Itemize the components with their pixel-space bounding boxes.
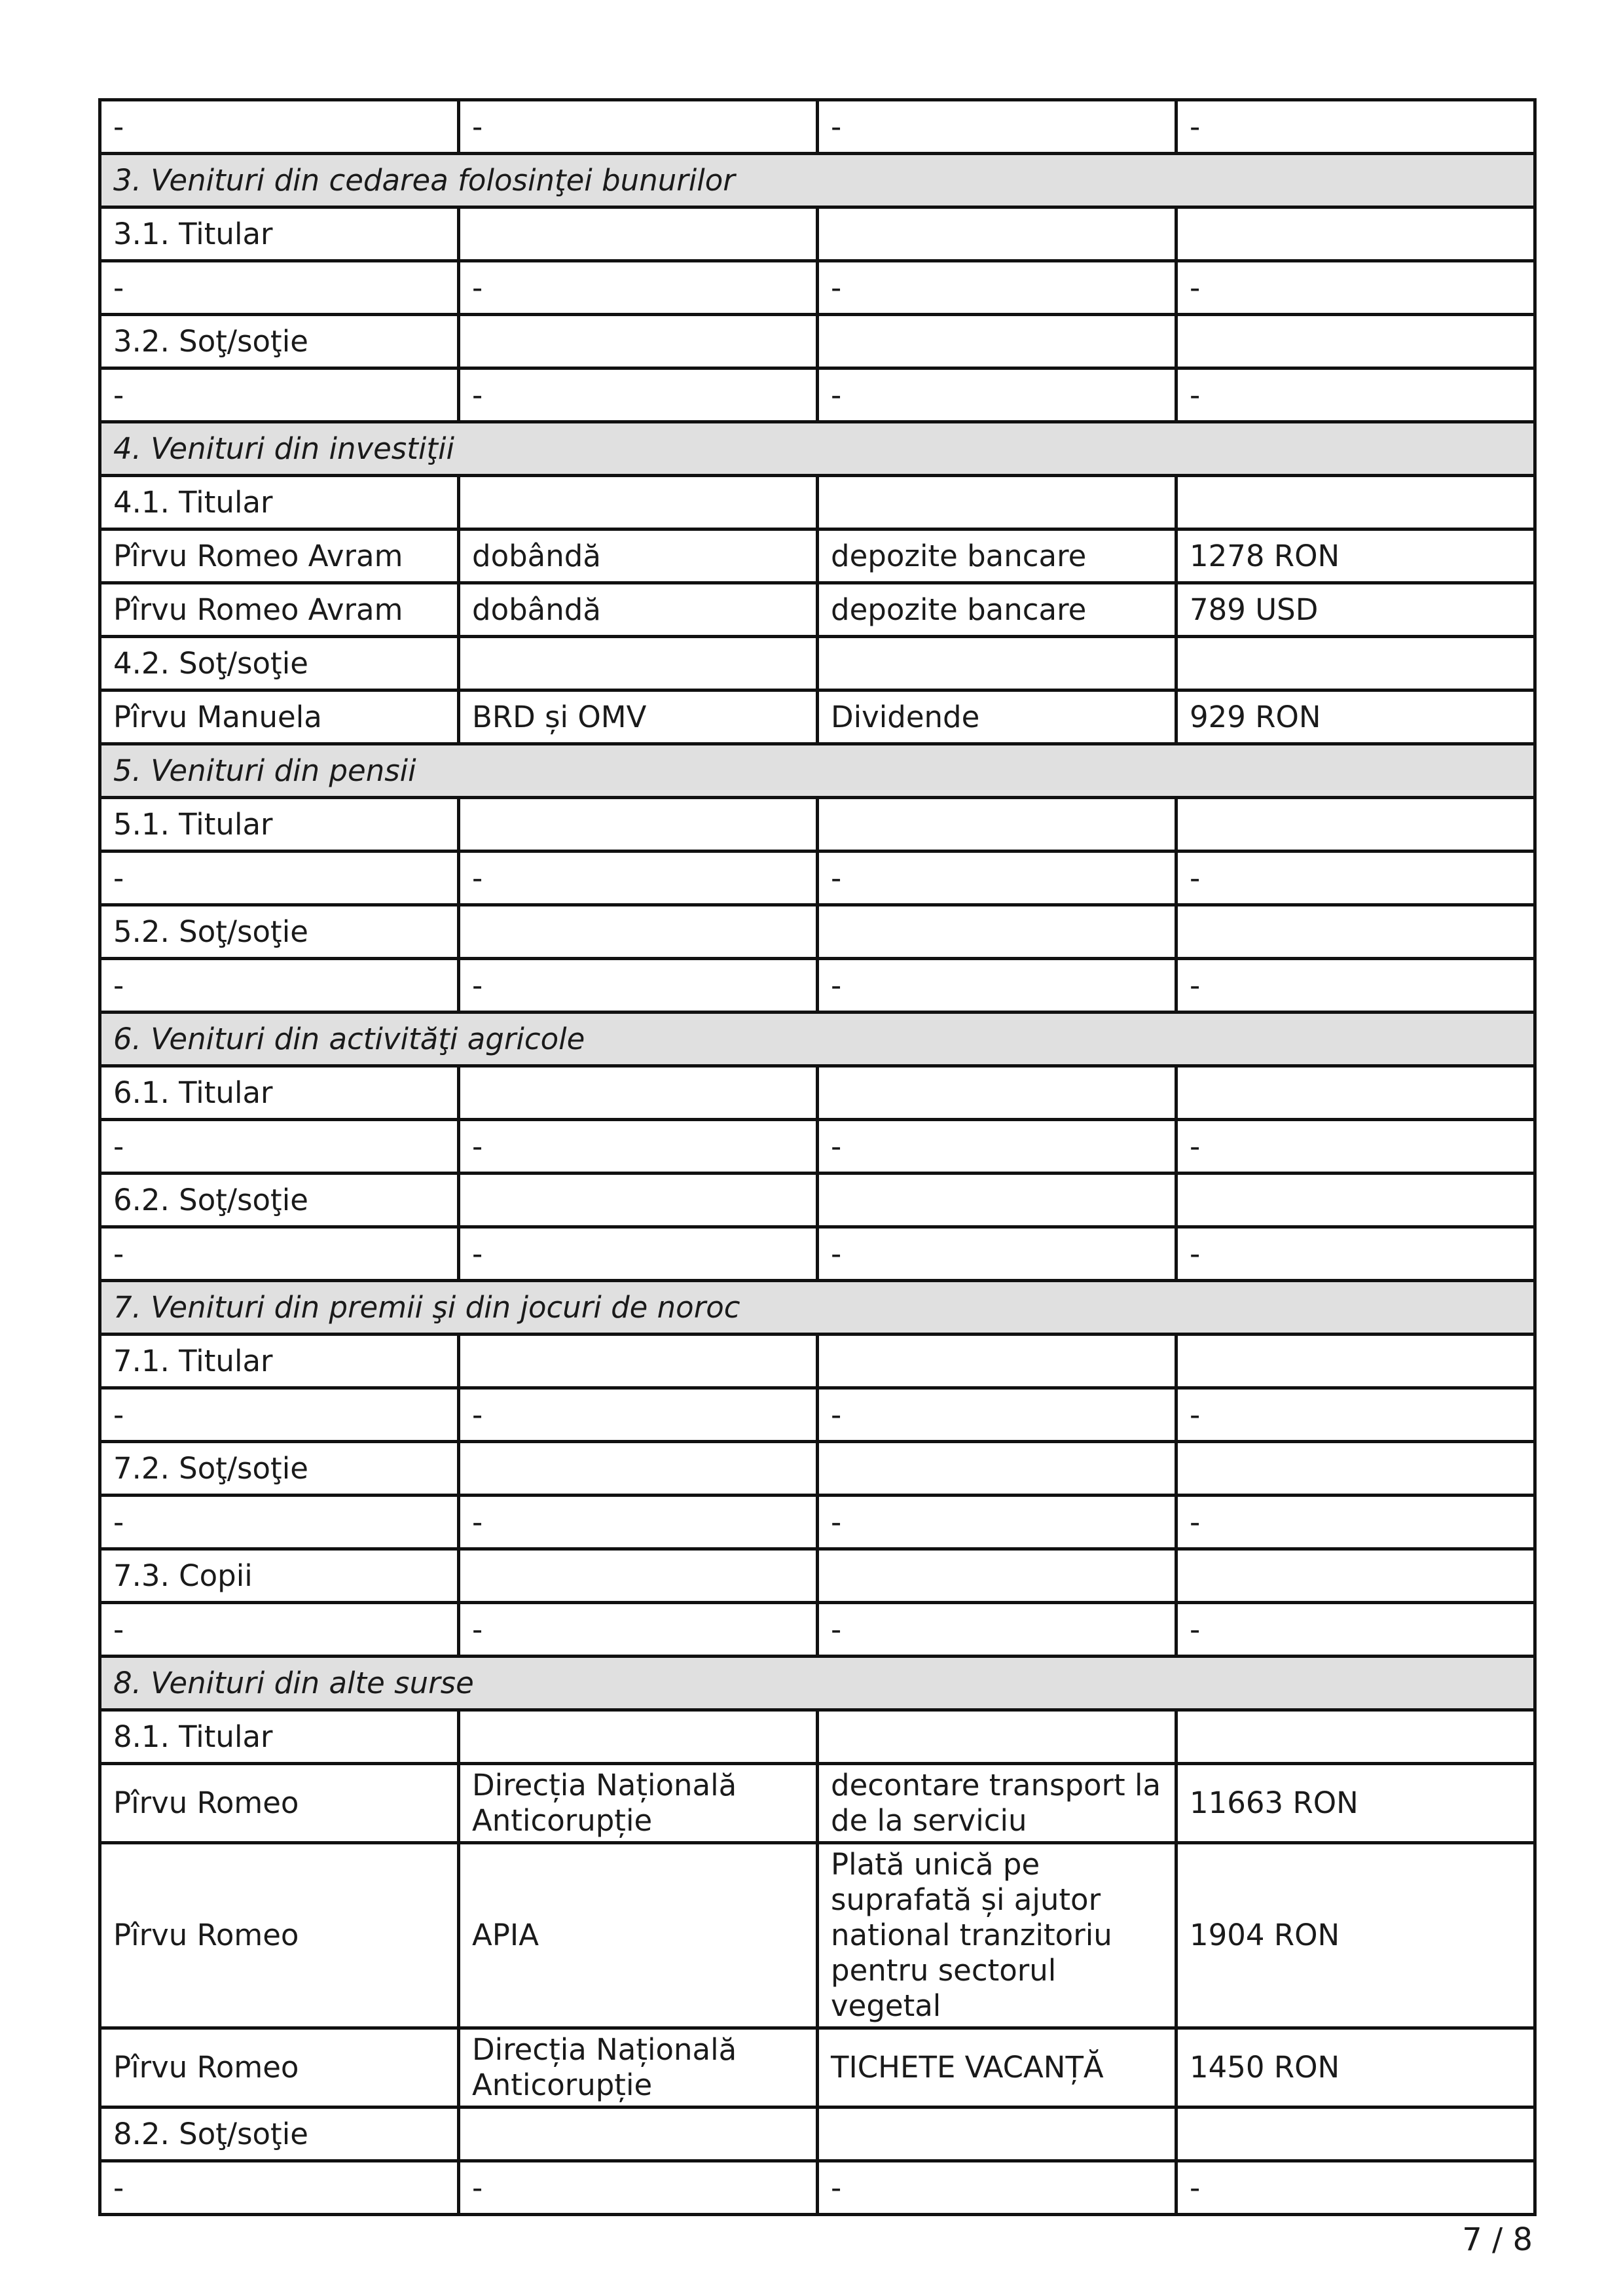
table-cell (818, 1442, 1176, 1496)
table-cell: 6.1. Titular (100, 1066, 459, 1120)
table-cell: TICHETE VACANȚĂ (818, 2028, 1176, 2108)
table-cell: depozite bancare (818, 529, 1176, 583)
table-cell: 11663 RON (1176, 1764, 1535, 1843)
table-cell: - (818, 2161, 1176, 2215)
table-row (100, 1227, 1535, 1281)
table-cell (1176, 476, 1535, 529)
table-cell: - (100, 1227, 459, 1281)
table-cell: BRD și OMV (459, 691, 818, 744)
section-header-row (100, 1281, 1535, 1335)
section-header-row (100, 744, 1535, 798)
table-cell (818, 207, 1176, 261)
table-cell: 5.1. Titular (100, 798, 459, 852)
table-row (100, 1764, 1535, 1843)
table-cell: 929 RON (1176, 691, 1535, 744)
table-cell: Pîrvu Romeo (100, 1764, 459, 1843)
table-cell: - (1176, 1603, 1535, 1657)
table-cell: - (1176, 1227, 1535, 1281)
table-cell (818, 476, 1176, 529)
table-cell: - (1176, 100, 1535, 154)
table-cell: - (100, 852, 459, 905)
section-header: 7. Venituri din premii şi din jocuri de noroc (100, 1281, 1535, 1335)
table-row (100, 691, 1535, 744)
table-cell: - (459, 1496, 818, 1549)
table-cell: 8.2. Soţ/soţie (100, 2108, 459, 2161)
table-cell: Pîrvu Romeo (100, 1843, 459, 2028)
table-cell: - (100, 1388, 459, 1442)
table-cell (818, 1549, 1176, 1603)
table-cell (1176, 1549, 1535, 1603)
table-cell (459, 1066, 818, 1120)
table-cell (818, 1174, 1176, 1227)
table-cell: 7.3. Copii (100, 1549, 459, 1603)
table-cell: Pîrvu Romeo (100, 2028, 459, 2108)
table-cell (818, 2108, 1176, 2161)
table-row (100, 1174, 1535, 1227)
table-cell: - (818, 852, 1176, 905)
table-cell: 8.1. Titular (100, 1710, 459, 1764)
table-cell (459, 1710, 818, 1764)
table-cell: 3.1. Titular (100, 207, 459, 261)
table-cell: Pîrvu Romeo Avram (100, 583, 459, 637)
table-cell: - (1176, 1388, 1535, 1442)
table-cell: - (100, 368, 459, 422)
section-header-row (100, 1013, 1535, 1066)
table-cell: Pîrvu Romeo Avram (100, 529, 459, 583)
table-cell: 1278 RON (1176, 529, 1535, 583)
page-number: 7 / 8 (1462, 2221, 1533, 2258)
table-cell: - (818, 1388, 1176, 1442)
table-row (100, 1496, 1535, 1549)
section-header: 4. Venituri din investiţii (100, 422, 1535, 476)
table-cell (459, 1549, 818, 1603)
section-header-row (100, 1657, 1535, 1710)
table-cell: - (1176, 261, 1535, 315)
table-cell: - (818, 100, 1176, 154)
table-cell (1176, 1335, 1535, 1388)
table-cell: - (459, 852, 818, 905)
table-row (100, 637, 1535, 691)
table-cell (1176, 207, 1535, 261)
section-header: 3. Venituri din cedarea folosinţei bunurilor (100, 154, 1535, 207)
table-cell (1176, 315, 1535, 368)
table-cell (1176, 637, 1535, 691)
table-cell: APIA (459, 1843, 818, 2028)
table-row (100, 2108, 1535, 2161)
table-cell: 3.2. Soţ/soţie (100, 315, 459, 368)
table-row (100, 1442, 1535, 1496)
table-row (100, 529, 1535, 583)
table-row (100, 1335, 1535, 1388)
table-cell: Plată unică pe suprafată și ajutor national tranzitoriu pentru sectorul vegetal (818, 1843, 1176, 2028)
table-cell: - (100, 1603, 459, 1657)
table-cell: Direcția Națională Anticorupție (459, 1764, 818, 1843)
table-cell: - (818, 1227, 1176, 1281)
table-cell: - (100, 2161, 459, 2215)
table-cell: - (459, 1388, 818, 1442)
table-cell: - (459, 368, 818, 422)
table-row (100, 1603, 1535, 1657)
table-cell: - (100, 1120, 459, 1174)
table-cell (1176, 1066, 1535, 1120)
table-cell: - (1176, 1496, 1535, 1549)
table-cell: 4.2. Soţ/soţie (100, 637, 459, 691)
table-cell: - (818, 261, 1176, 315)
table-cell (818, 905, 1176, 959)
table-cell (818, 637, 1176, 691)
table-cell: 1904 RON (1176, 1843, 1535, 2028)
table-row (100, 1710, 1535, 1764)
table-cell (459, 476, 818, 529)
table-cell: Direcția Națională Anticorupție (459, 2028, 818, 2108)
income-table (98, 98, 1537, 2216)
table-cell (818, 1335, 1176, 1388)
table-cell (459, 798, 818, 852)
table-cell: 7.2. Soţ/soţie (100, 1442, 459, 1496)
table-cell: - (818, 959, 1176, 1013)
table-cell: 4.1. Titular (100, 476, 459, 529)
table-cell: decontare transport la de la serviciu (818, 1764, 1176, 1843)
table-row (100, 1388, 1535, 1442)
table-row (100, 261, 1535, 315)
table-row (100, 368, 1535, 422)
table-cell (459, 1442, 818, 1496)
table-cell (818, 1066, 1176, 1120)
table-row (100, 2028, 1535, 2108)
section-header-row (100, 422, 1535, 476)
table-row (100, 476, 1535, 529)
table-cell: - (459, 100, 818, 154)
table-cell (1176, 1442, 1535, 1496)
table-row (100, 583, 1535, 637)
table-row (100, 1843, 1535, 2028)
table-cell (1176, 905, 1535, 959)
table-cell: 7.1. Titular (100, 1335, 459, 1388)
table-cell (459, 637, 818, 691)
table-cell (818, 1710, 1176, 1764)
table-cell (1176, 2108, 1535, 2161)
income-table-body (100, 100, 1535, 2215)
table-cell: 5.2. Soţ/soţie (100, 905, 459, 959)
table-row (100, 905, 1535, 959)
table-row (100, 798, 1535, 852)
table-cell: dobândă (459, 529, 818, 583)
table-cell (1176, 798, 1535, 852)
table-cell: Dividende (818, 691, 1176, 744)
table-cell: 6.2. Soţ/soţie (100, 1174, 459, 1227)
table-row (100, 100, 1535, 154)
table-row (100, 1549, 1535, 1603)
table-cell: - (818, 1120, 1176, 1174)
table-cell: Pîrvu Manuela (100, 691, 459, 744)
table-row (100, 207, 1535, 261)
table-cell: - (459, 2161, 818, 2215)
table-cell (459, 905, 818, 959)
table-cell (818, 315, 1176, 368)
table-cell: - (1176, 852, 1535, 905)
section-header-row (100, 154, 1535, 207)
table-cell: 1450 RON (1176, 2028, 1535, 2108)
table-row (100, 2161, 1535, 2215)
table-cell: 789 USD (1176, 583, 1535, 637)
table-cell: dobândă (459, 583, 818, 637)
table-cell: - (1176, 959, 1535, 1013)
table-cell: - (459, 1227, 818, 1281)
table-cell: - (459, 261, 818, 315)
table-cell: - (100, 100, 459, 154)
table-cell: - (100, 959, 459, 1013)
section-header: 6. Venituri din activităţi agricole (100, 1013, 1535, 1066)
table-row (100, 315, 1535, 368)
table-row (100, 1066, 1535, 1120)
table-cell (459, 315, 818, 368)
table-cell (1176, 1174, 1535, 1227)
table-cell: - (459, 1603, 818, 1657)
table-row (100, 959, 1535, 1013)
section-header: 5. Venituri din pensii (100, 744, 1535, 798)
table-cell: - (459, 1120, 818, 1174)
table-cell: - (818, 368, 1176, 422)
table-cell: - (818, 1496, 1176, 1549)
table-cell: - (100, 261, 459, 315)
table-cell: - (100, 1496, 459, 1549)
table-row (100, 852, 1535, 905)
table-cell (459, 1174, 818, 1227)
table-cell (459, 2108, 818, 2161)
table-cell: - (1176, 2161, 1535, 2215)
table-cell (459, 207, 818, 261)
table-cell (459, 1335, 818, 1388)
table-cell (1176, 1710, 1535, 1764)
table-cell: - (459, 959, 818, 1013)
table-cell: depozite bancare (818, 583, 1176, 637)
table-cell: - (1176, 368, 1535, 422)
table-cell: - (1176, 1120, 1535, 1174)
table-cell (818, 798, 1176, 852)
section-header: 8. Venituri din alte surse (100, 1657, 1535, 1710)
table-cell: - (818, 1603, 1176, 1657)
table-row (100, 1120, 1535, 1174)
